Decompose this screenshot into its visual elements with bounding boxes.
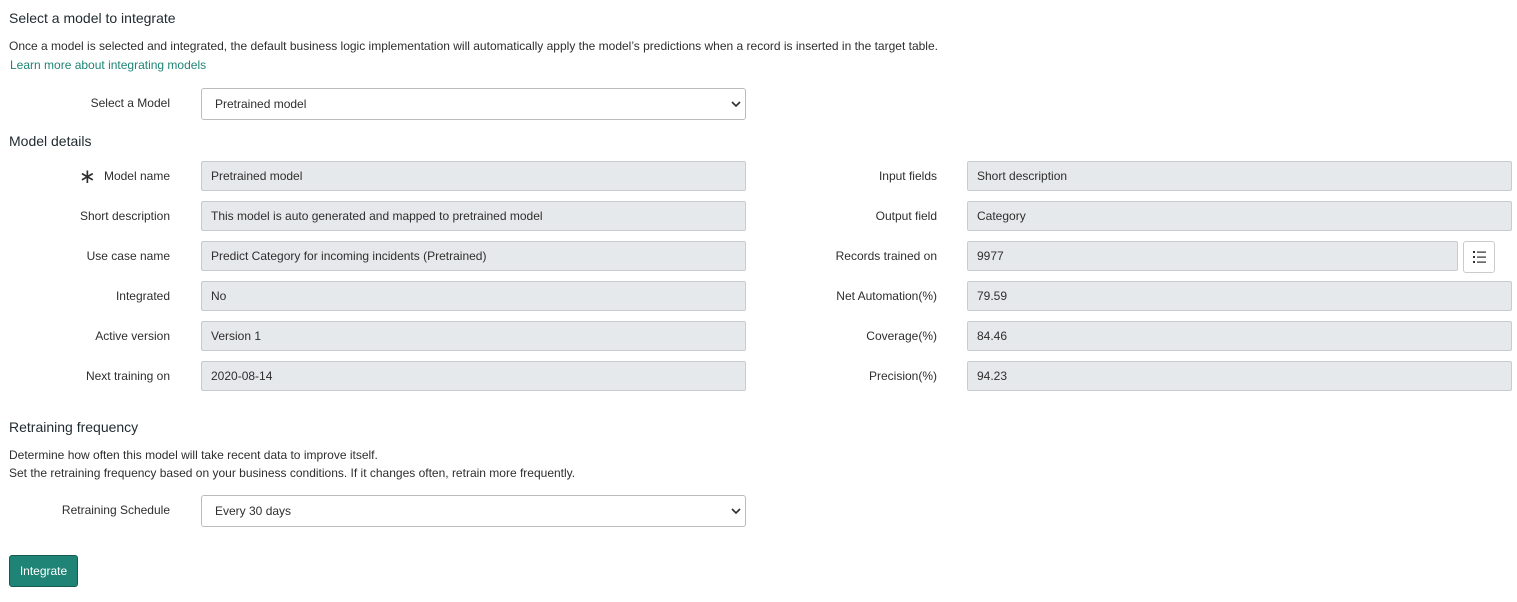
net-automation-field[interactable]: 79.59 xyxy=(967,281,1512,311)
select-model-dropdown[interactable] xyxy=(201,88,746,120)
retraining-description-2: Set the retraining frequency based on your business conditions. If it changes often, retrain more frequently. xyxy=(9,466,576,480)
next-training-field[interactable]: 2020-08-14 xyxy=(201,361,746,391)
short-description-label: Short description xyxy=(79,209,170,223)
integrate-description: Once a model is selected and integrated, the default business logic implementation will automatically apply the model’s predictions when a record is inserted in the target table. xyxy=(9,39,938,53)
precision-field[interactable]: 94.23 xyxy=(967,361,1512,391)
chevron-down-icon xyxy=(731,99,741,109)
integrated-label: Integrated xyxy=(115,289,170,303)
output-field-field[interactable]: Category xyxy=(967,201,1512,231)
coverage-label: Coverage(%) xyxy=(866,329,937,343)
input-fields-label: Input fields xyxy=(878,169,937,183)
retraining-description-1: Determine how often this model will take recent data to improve itself. xyxy=(9,448,378,462)
output-field-label: Output field xyxy=(875,209,937,223)
model-name-label: Model name xyxy=(103,169,170,183)
integrated-field[interactable]: No xyxy=(201,281,746,311)
retraining-schedule-value: Every 30 days xyxy=(215,504,292,518)
records-trained-label: Records trained on xyxy=(835,249,937,263)
list-icon xyxy=(1464,242,1494,272)
records-trained-field[interactable]: 9977 xyxy=(967,241,1458,271)
net-automation-label: Net Automation(%) xyxy=(836,289,937,303)
model-name-field[interactable]: Pretrained model xyxy=(201,161,746,191)
use-case-name-field[interactable]: Predict Category for incoming incidents (Pretrained) xyxy=(201,241,746,271)
select-model-value: Pretrained model xyxy=(215,97,307,111)
short-description-field[interactable]: This model is auto generated and mapped to pretrained model xyxy=(201,201,746,231)
select-model-label: Select a Model xyxy=(90,96,170,110)
chevron-down-icon xyxy=(731,506,741,516)
retraining-schedule-label: Retraining Schedule xyxy=(61,503,170,517)
input-fields-field[interactable]: Short description xyxy=(967,161,1512,191)
records-list-button[interactable] xyxy=(1463,241,1495,273)
use-case-name-label: Use case name xyxy=(86,249,170,263)
next-training-label: Next training on xyxy=(85,369,170,383)
active-version-field[interactable]: Version 1 xyxy=(201,321,746,351)
precision-label: Precision(%) xyxy=(868,369,937,383)
required-icon: ∗ xyxy=(79,166,96,188)
select-model-heading: Select a model to integrate xyxy=(9,10,176,26)
active-version-label: Active version xyxy=(95,329,170,343)
coverage-field[interactable]: 84.46 xyxy=(967,321,1512,351)
learn-more-link[interactable]: Learn more about integrating models xyxy=(10,58,207,72)
integrate-button[interactable]: Integrate xyxy=(9,555,78,587)
retraining-schedule-dropdown[interactable] xyxy=(201,495,746,527)
model-details-heading: Model details xyxy=(9,133,92,149)
retraining-heading: Retraining frequency xyxy=(9,419,139,435)
